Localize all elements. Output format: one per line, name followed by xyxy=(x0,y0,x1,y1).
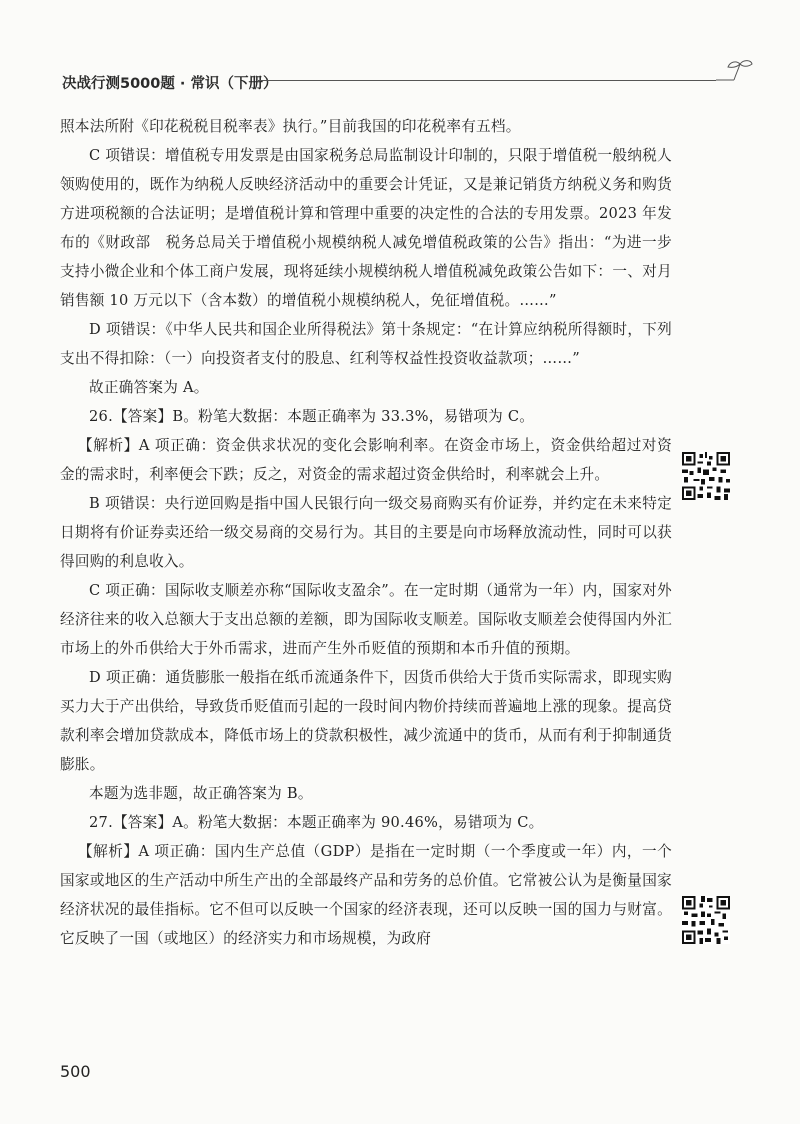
paragraph: D 项错误：《中华人民共和国企业所得税法》第十条规定：“在计算应纳税所得额时，下列支出不得扣除：（一）向投资者支付的股息、红利等权益性投资收益款项；……” xyxy=(60,321,672,367)
paragraph: C 项正确：国际收支顺差亦称“国际收支盈余”。在一定时期（通常为一年）内，国家对外经济往来的收入总额大于支出总额的差额，即为国际收支顺差。国际收支顺差会使得国内外汇市场上的外币供给大于外币需求，进而产生外币贬值的预期和本币升值的预期。 xyxy=(60,582,672,657)
sprout-icon xyxy=(714,58,754,88)
qr-code-icon[interactable] xyxy=(682,452,730,500)
paragraph: D 项正确：通货膨胀一般指在纸币流通条件下，因货币供给大于货币实际需求，即现实购买力大于产出供给，导致货币贬值而引起的一段时间内物价持续而普遍地上涨的现象。提高贷款利率会增加贷款成本，降低市场上的贷款积极性，减少流通中的货币，从而有利于抑制通货膨胀。 xyxy=(60,669,672,773)
paragraph: 照本法所附《印花税税目税率表》执行。”目前我国的印花税率有五档。 xyxy=(60,118,521,135)
running-header xyxy=(62,58,752,98)
paragraph: C 项错误：增值税专用发票是由国家税务总局监制设计印制的，只限于增值税一般纳税人领购使用的，既作为纳税人反映经济活动中的重要会计凭证，又是兼记销货方纳税义务和购货方进项税额的合法证明；是增值税计算和管理中重要的决定性的合法的专用发票。2023 年发布的《财政部 税务总局关于增值税小规模纳税人减免增值税政策的公告》指出：“为进一步支持小微企业和个体工商户发展，现将延续小规模纳税人增值税减免政策公告如下：一、对月销售额 10 万元以下（含本数）的增值税小规模纳税人，免征增值税。……” xyxy=(60,147,672,309)
page-body xyxy=(60,112,672,953)
qr-code-icon[interactable] xyxy=(682,896,730,944)
answer-line: 26.【答案】B。粉笔大数据：本题正确率为 33.3%，易错项为 C。 xyxy=(89,408,535,425)
paragraph: 故正确答案为 A。 xyxy=(89,379,209,396)
paragraph: B 项错误：央行逆回购是指中国人民银行向一级交易商购买有价证券，并约定在未来特定日期将有价证券卖还给一级交易商的交易行为。其目的主要是向市场释放流动性，同时可以获得回购的利息收入。 xyxy=(60,495,672,570)
explanation-paragraph: 【解析】A 项正确：资金供求状况的变化会影响利率。在资金市场上，资金供给超过对资金的需求时，利率便会下跌；反之，对资金的需求超过资金供给时，利率就会上升。 xyxy=(60,437,672,483)
paragraph: 本题为选非题，故正确答案为 B。 xyxy=(89,785,313,802)
header-rule xyxy=(258,80,716,81)
header-title: 决战行测5000题 · 常识（下册） xyxy=(62,76,278,92)
answer-line: 27.【答案】A。粉笔大数据：本题正确率为 90.46%，易错项为 C。 xyxy=(89,814,544,831)
page-number: 500 xyxy=(60,1062,91,1081)
explanation-paragraph: 【解析】A 项正确：国内生产总值（GDP）是指在一定时期（一个季度或一年）内，一个国家或地区的生产活动中所生产出的全部最终产品和劳务的总价值。它常被公认为是衡量国家经济状况的最佳指标。它不但可以反映一个国家的经济表现，还可以反映一国的国力与财富。它反映了一国（或地区）的经济实力和市场规模，为政府 xyxy=(60,843,672,947)
